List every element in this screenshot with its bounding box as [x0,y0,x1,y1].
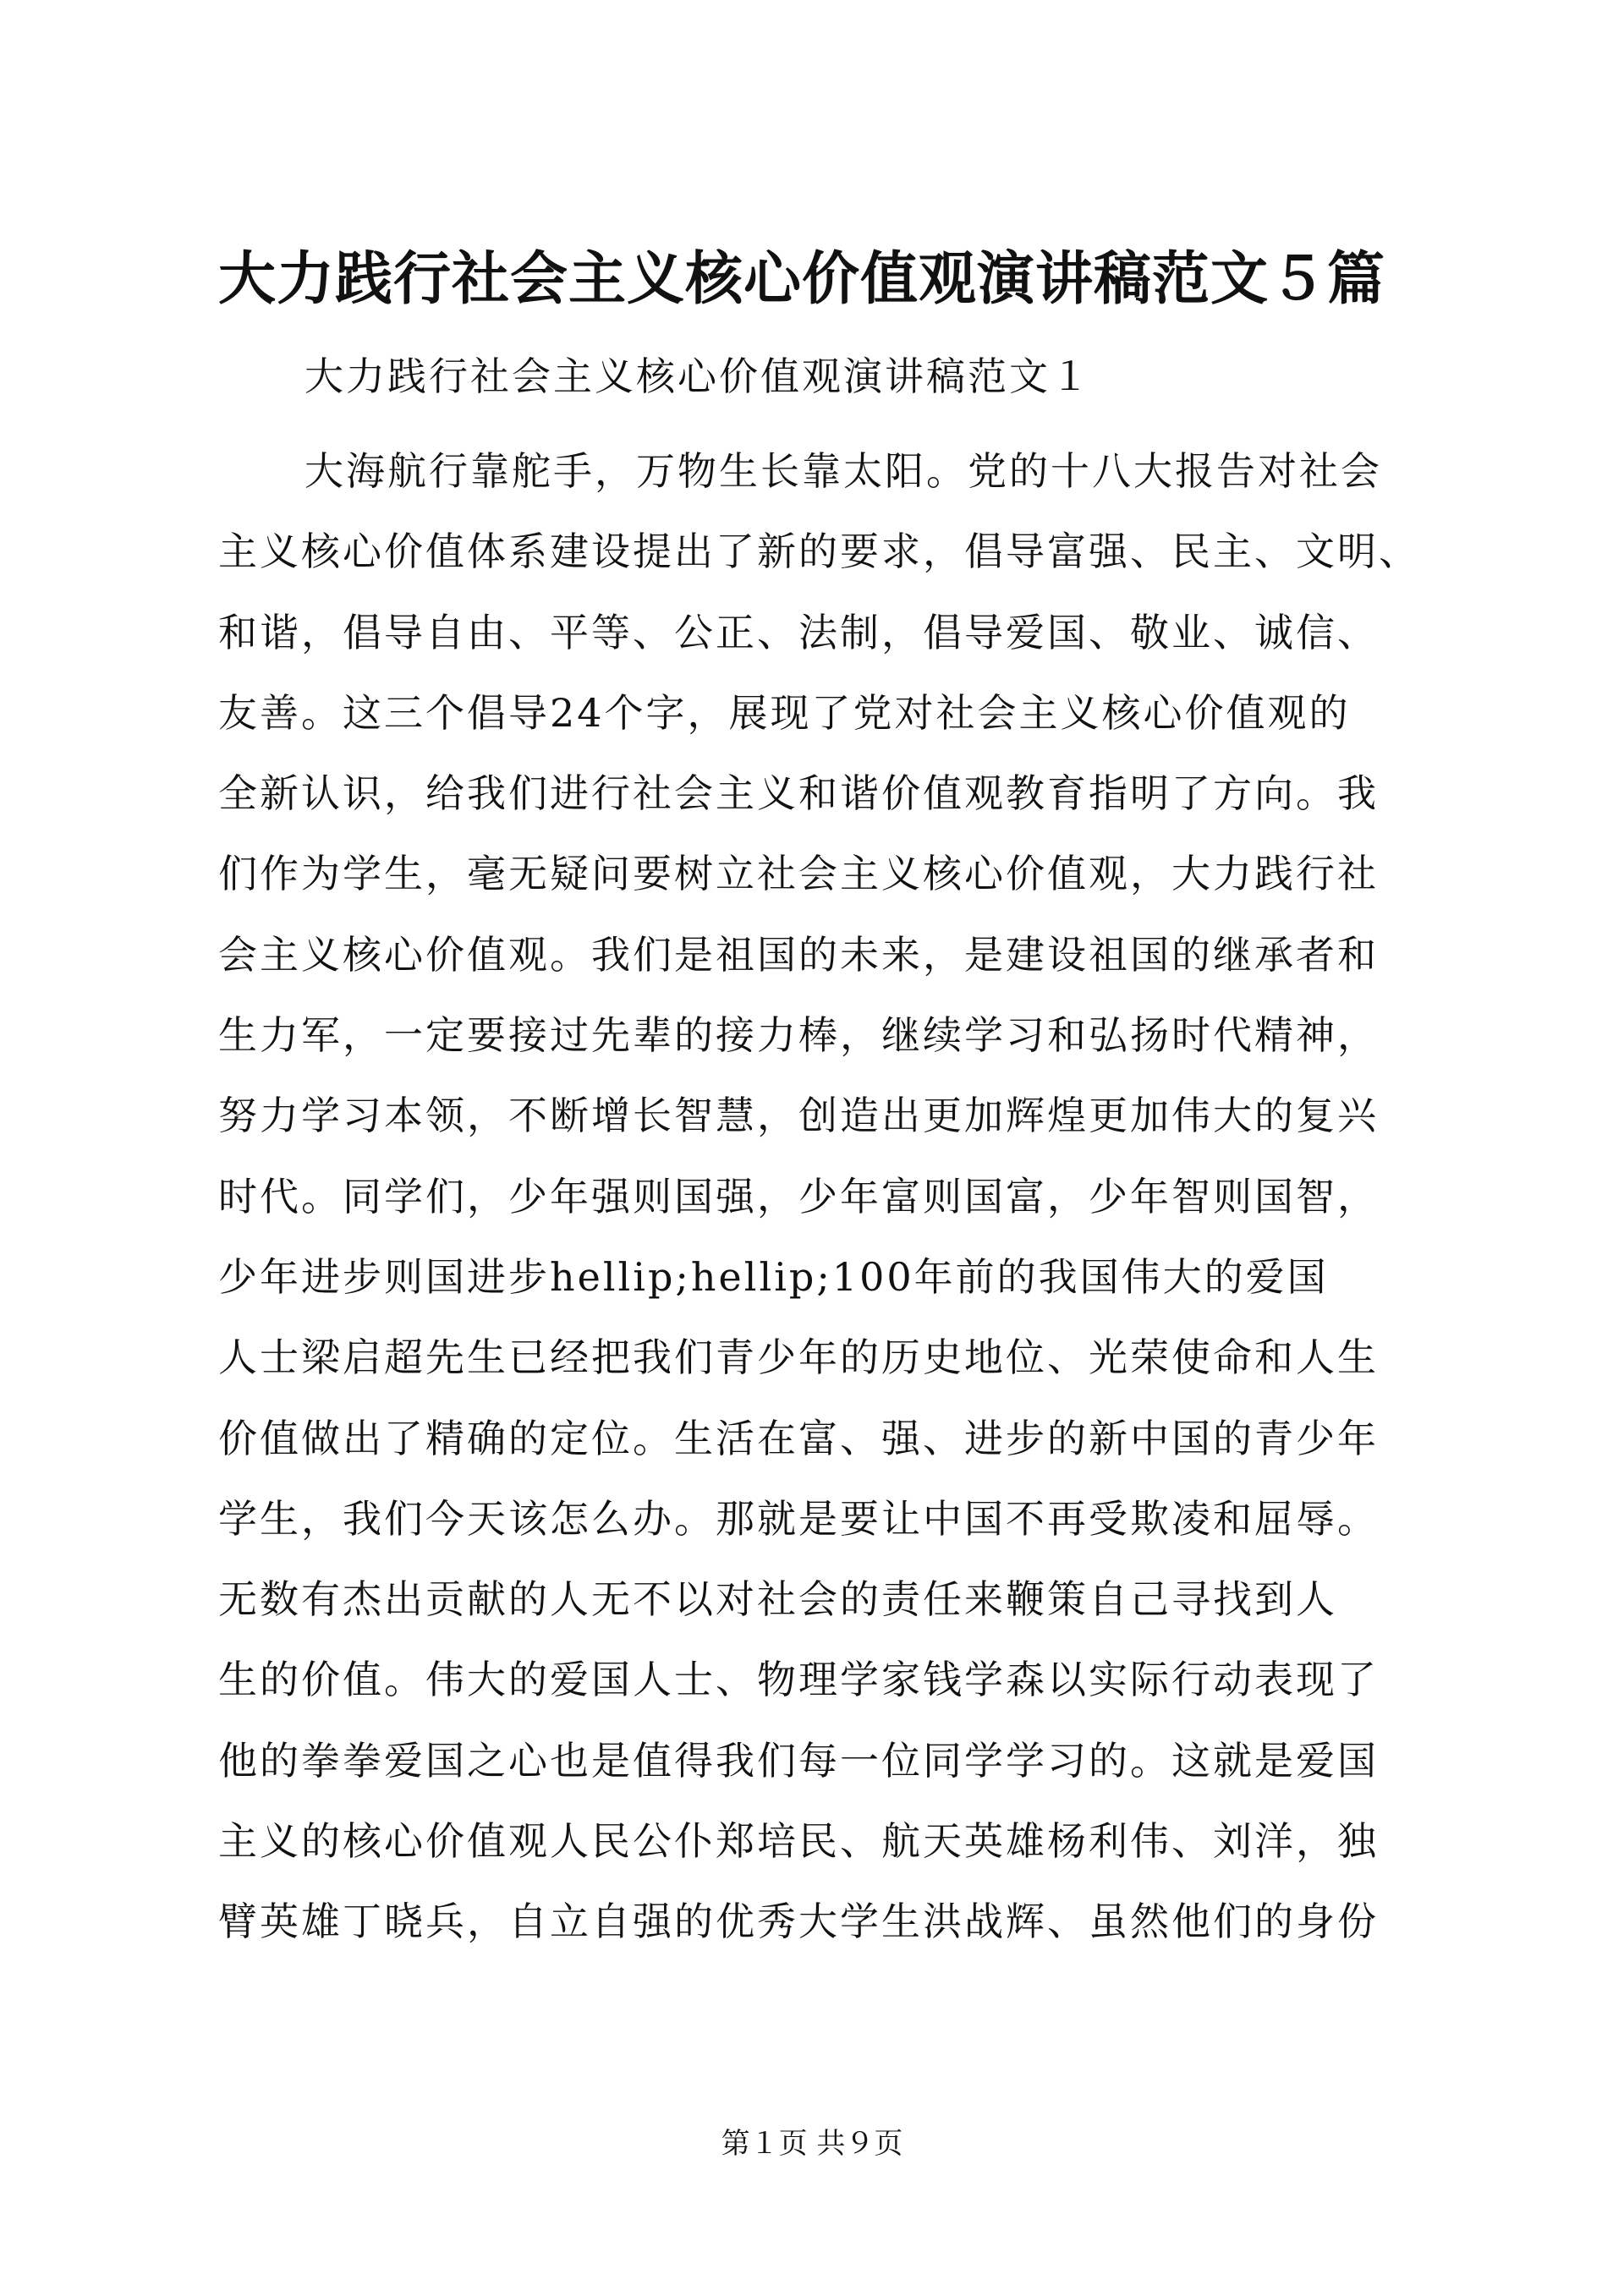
body-line: 人士梁启超先生已经把我们青少年的历史地位、光荣使命和人生 [218,1334,1379,1381]
body-line: 学生，我们今天该怎么办。那就是要让中国不再受欺凌和屈辱。 [218,1495,1379,1542]
body-line: 们作为学生，毫无疑问要树立社会主义核心价值观，大力践行社 [218,851,1379,897]
section-subtitle: 大力践行社会主义核心价值观演讲稿范文１ [304,353,1092,399]
body-line: 生力军，一定要接过先辈的接力棒，继续学习和弘扬时代精神， [218,1012,1379,1059]
body-line: 会主义核心价值观。我们是祖国的未来，是建设祖国的继承者和 [218,931,1379,978]
body-line: 生的价值。伟大的爱国人士、物理学家钱学森以实际行动表现了 [218,1657,1379,1703]
body-line: 友善。这三个倡导24个字，展现了党对社会主义核心价值观的 [218,689,1351,736]
body-line: 主义核心价值体系建设提出了新的要求，倡导富强、民主、文明、 [218,529,1420,575]
body-line: 他的拳拳爱国之心也是值得我们每一位同学学习的。这就是爱国 [218,1737,1379,1784]
body-line: 全新认识，给我们进行社会主义和谐价值观教育指明了方向。我 [218,770,1379,817]
body-line: 时代。同学们，少年强则国强，少年富则国富，少年智则国智， [218,1173,1379,1219]
page-footer: 第１页 共９页 [721,2127,903,2161]
body-line: 臂英雄丁晓兵，自立自强的优秀大学生洪战辉、虽然他们的身份 [218,1899,1379,1945]
body-text [218,431,1436,1963]
body-line: 努力学习本领，不断增长智慧，创造出更加辉煌更加伟大的复兴 [218,1093,1379,1139]
body-line: 价值做出了精确的定位。生活在富、强、进步的新中国的青少年 [218,1415,1379,1461]
body-line: 少年进步则国进步hellip;hellip;100年前的我国伟大的爱国 [218,1253,1329,1300]
body-line: 大海航行靠舵手，万物生长靠太阳。党的十八大报告对社会 [304,448,1382,494]
body-line: 和谐，倡导自由、平等、公正、法制，倡导爱国、敬业、诚信、 [218,609,1379,655]
body-line: 无数有杰出贡献的人无不以对社会的责任来鞭策自己寻找到人 [218,1576,1337,1623]
document-title: 大力践行社会主义核心价值观演讲稿范文５篇 [218,245,1386,313]
body-line: 主义的核心价值观人民公仆郑培民、航天英雄杨利伟、刘洋，独 [218,1818,1379,1865]
